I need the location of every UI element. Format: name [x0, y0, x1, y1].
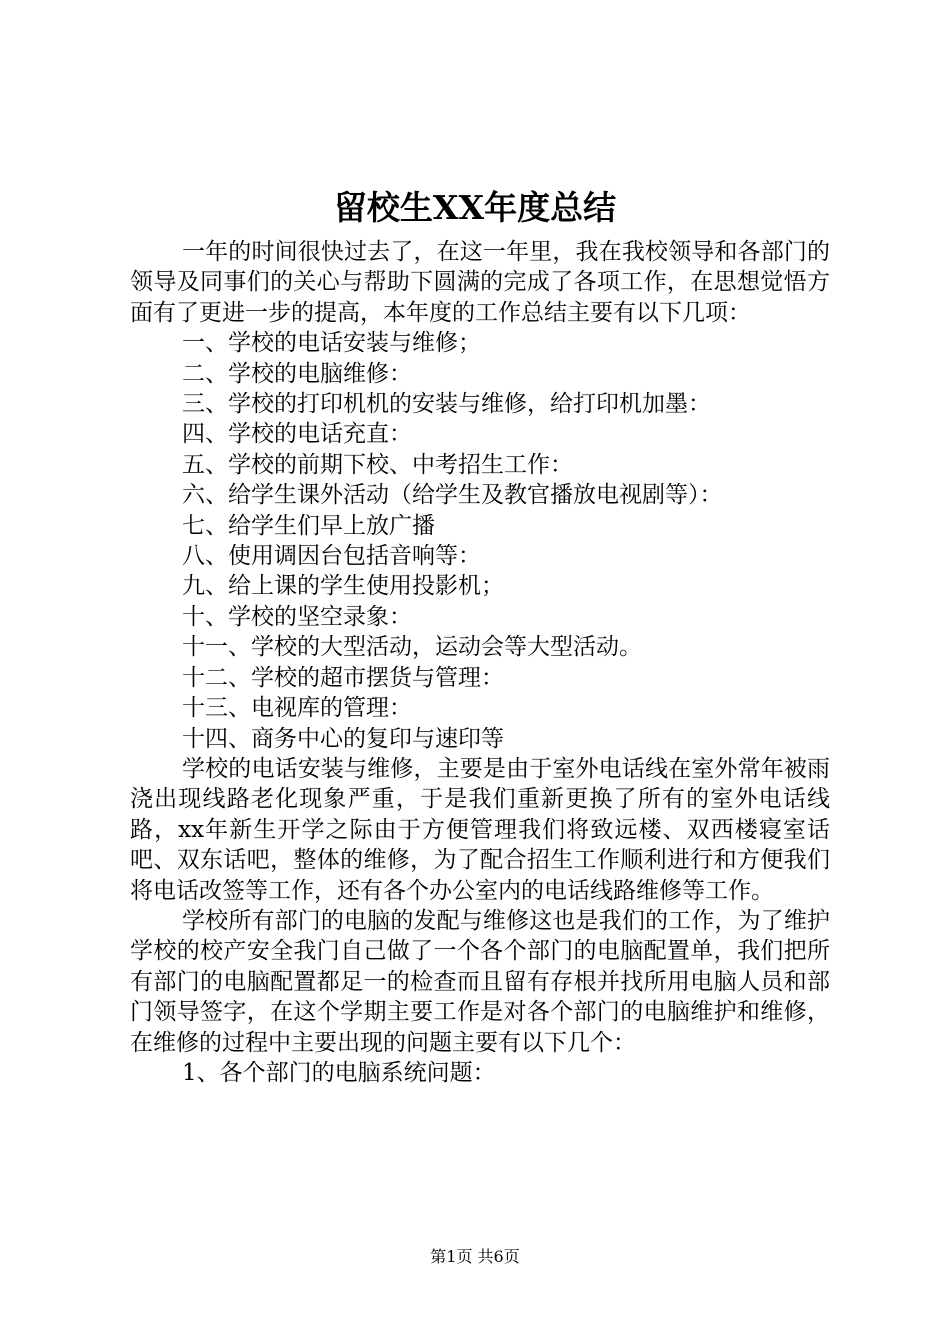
list-item-14: 十四、商务中心的复印与速印等	[182, 725, 504, 752]
paragraph-computer: 学校所有部门的电脑的发配与维修这也是我们的工作，为了维护学校的校产安全我门自己做了一个各个部门的电脑配置单，我们把所有部门的电脑配置都足一的检查而且留有存根并找所用电脑人员和部门领导签字，在这个学期主要工作是对各个部门的电脑维护和维修，在维修的过程中主要出现的问题主要有以下几个：	[130, 907, 830, 1056]
paragraph-phone: 学校的电话安装与维修，主要是由于室外电话线在室外常年被雨浇出现线路老化现象严重，于是我们重新更换了所有的室外电话线路，xx年新生开学之际由于方便管理我们将致远楼、双西楼寝室话吧、双东话吧，整体的维修，为了配合招生工作顺利进行和方便我们将电话改签等工作，还有各个办公室内的电话线路维修等工作。	[130, 755, 830, 904]
list-item-5: 五、学校的前期下校、中考招生工作：	[182, 451, 573, 478]
list-item-7: 七、给学生们早上放广播	[182, 512, 435, 539]
list-item-11: 十一、学校的大型活动，运动会等大型活动。	[182, 634, 642, 661]
list-item-1: 一、学校的电话安装与维修；	[182, 330, 481, 357]
list-item-8: 八、使用调因台包括音响等：	[182, 543, 481, 570]
list-item-12: 十二、学校的超市摆货与管理：	[182, 664, 504, 691]
list-item-6: 六、给学生课外活动（给学生及教官播放电视剧等）：	[182, 482, 723, 509]
paragraph-intro: 一年的时间很快过去了，在这一年里，我在我校领导和各部门的领导及同事们的关心与帮助下圆满的完成了各项工作，在思想觉悟方面有了更进一步的提高，本年度的工作总结主要有以下几项：	[130, 239, 830, 326]
document-body	[130, 237, 830, 1088]
sub-item-1: 1、各个部门的电脑系统问题：	[182, 1059, 496, 1086]
document-title: 留校生XX年度总结	[333, 188, 617, 227]
page-footer: 第1页 共6页	[430, 1247, 520, 1266]
list-item-13: 十三、电视库的管理：	[182, 695, 412, 722]
list-item-10: 十、学校的坚空录象：	[182, 603, 412, 630]
list-item-9: 九、给上课的学生使用投影机；	[182, 573, 504, 600]
list-item-3: 三、学校的打印机机的安装与维修，给打印机加墨：	[182, 391, 711, 418]
list-item-2: 二、学校的电脑维修：	[182, 360, 412, 387]
list-item-4: 四、学校的电话充直：	[182, 421, 412, 448]
